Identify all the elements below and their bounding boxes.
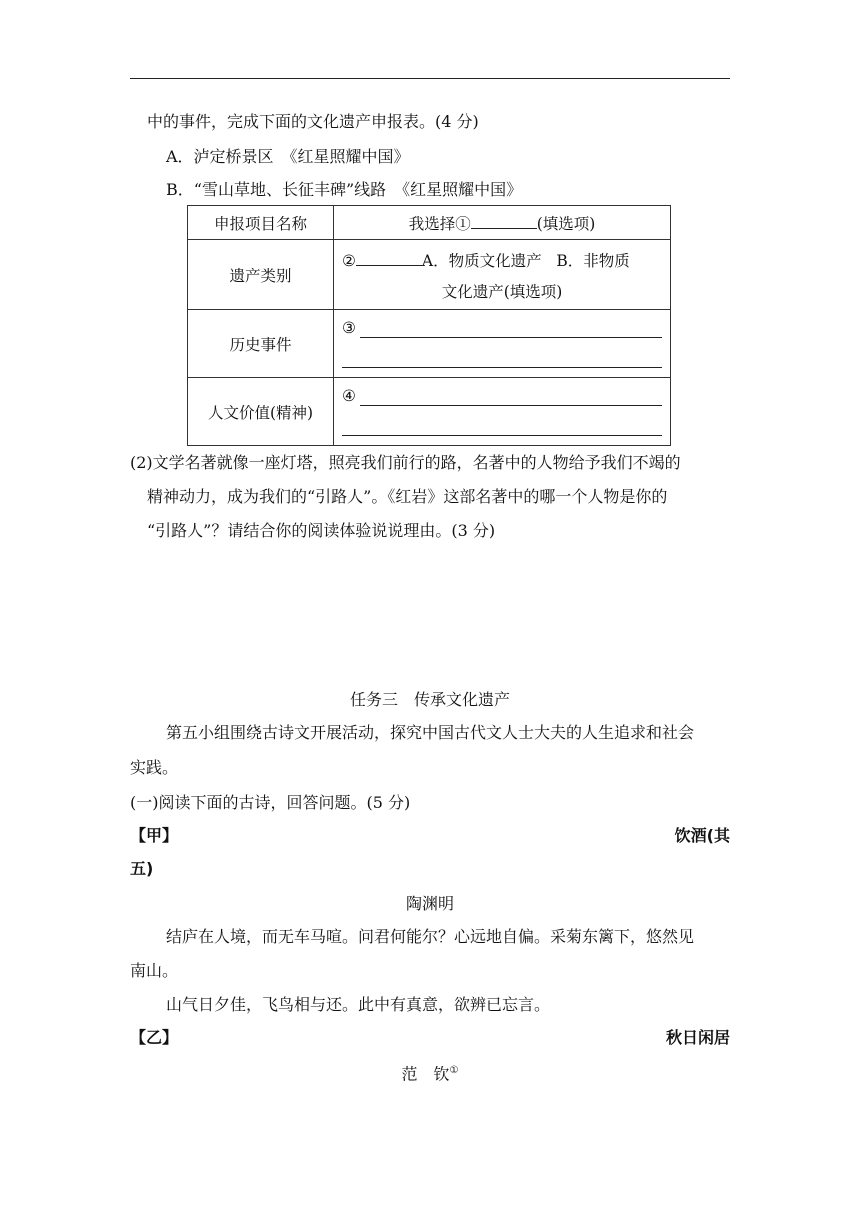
value-answer-line-2[interactable]: [342, 435, 662, 436]
row-history-label: 历史事件: [188, 310, 334, 378]
header-rule: [130, 78, 730, 79]
poem-jia-title: 饮酒(其: [674, 826, 730, 845]
poem-yi-tag: 【乙】: [130, 1028, 179, 1047]
value-answer-line-1[interactable]: [360, 405, 662, 406]
poem-jia-title-cont: 五): [130, 859, 154, 878]
q2-line-3: “引路人”？请结合你的阅读体验说说理由。(3 分): [147, 521, 496, 540]
poem-jia-line-1b: 南山。: [130, 961, 179, 980]
task3-subquestion: (一)阅读下面的古诗，回答问题。(5 分): [130, 793, 411, 812]
q2-line-1: (2)文学名著就像一座灯塔，照亮我们前行的路，名著中的人物给予我们不竭的: [130, 453, 681, 472]
poem-yi-title: 秋日闲居: [665, 1028, 730, 1047]
choice-blank[interactable]: [471, 212, 537, 229]
q2-line-2: 精神动力，成为我们的“引路人”。《红岩》这部名著中的哪一个人物是你的: [147, 487, 668, 506]
history-answer-line-2[interactable]: [342, 367, 662, 368]
row-value-cell: ④: [334, 378, 671, 446]
category-blank[interactable]: [356, 249, 422, 266]
row-category-cell: ② A．物质文化遗产 B．非物质 文化遗产(填选项): [334, 240, 671, 310]
heritage-application-table: [187, 205, 671, 446]
poem-yi-author: 范 钦①: [401, 1064, 459, 1084]
option-a: A．泸定桥景区 《红星照耀中国》: [166, 147, 410, 166]
option-b: B．“雪山草地、长征丰碑”线路 《红星照耀中国》: [166, 180, 523, 199]
poem-jia-line-1: 结庐在人境，而无车马喧。问君何能尔？心远地自偏。采菊东篱下，悠然见: [166, 927, 695, 946]
intro-line: 中的事件，完成下面的文化遗产申报表。(4 分): [147, 112, 479, 131]
row-category-label: 遗产类别: [188, 240, 334, 310]
row-project-name-label: 申报项目名称: [188, 206, 334, 240]
footnote-mark[interactable]: ①: [449, 1065, 459, 1076]
history-answer-line-1[interactable]: [360, 337, 662, 338]
task3-title: 任务三 传承文化遗产: [349, 690, 510, 709]
poem-jia-author: 陶渊明: [405, 894, 454, 913]
poem-jia-line-2: 山气日夕佳，飞鸟相与还。此中有真意，欲辨已忘言。: [166, 995, 551, 1014]
row-project-name-cell: 我选择① (填选项): [334, 206, 671, 240]
row-history-cell: ③: [334, 310, 671, 378]
task3-intro-1: 第五小组围绕古诗文开展活动，探究中国古代文人士大夫的人生追求和社会: [166, 723, 695, 742]
row-value-label: 人文价值(精神): [188, 378, 334, 446]
task3-intro-2: 实践。: [130, 758, 179, 777]
poem-jia-tag: 【甲】: [130, 826, 179, 845]
